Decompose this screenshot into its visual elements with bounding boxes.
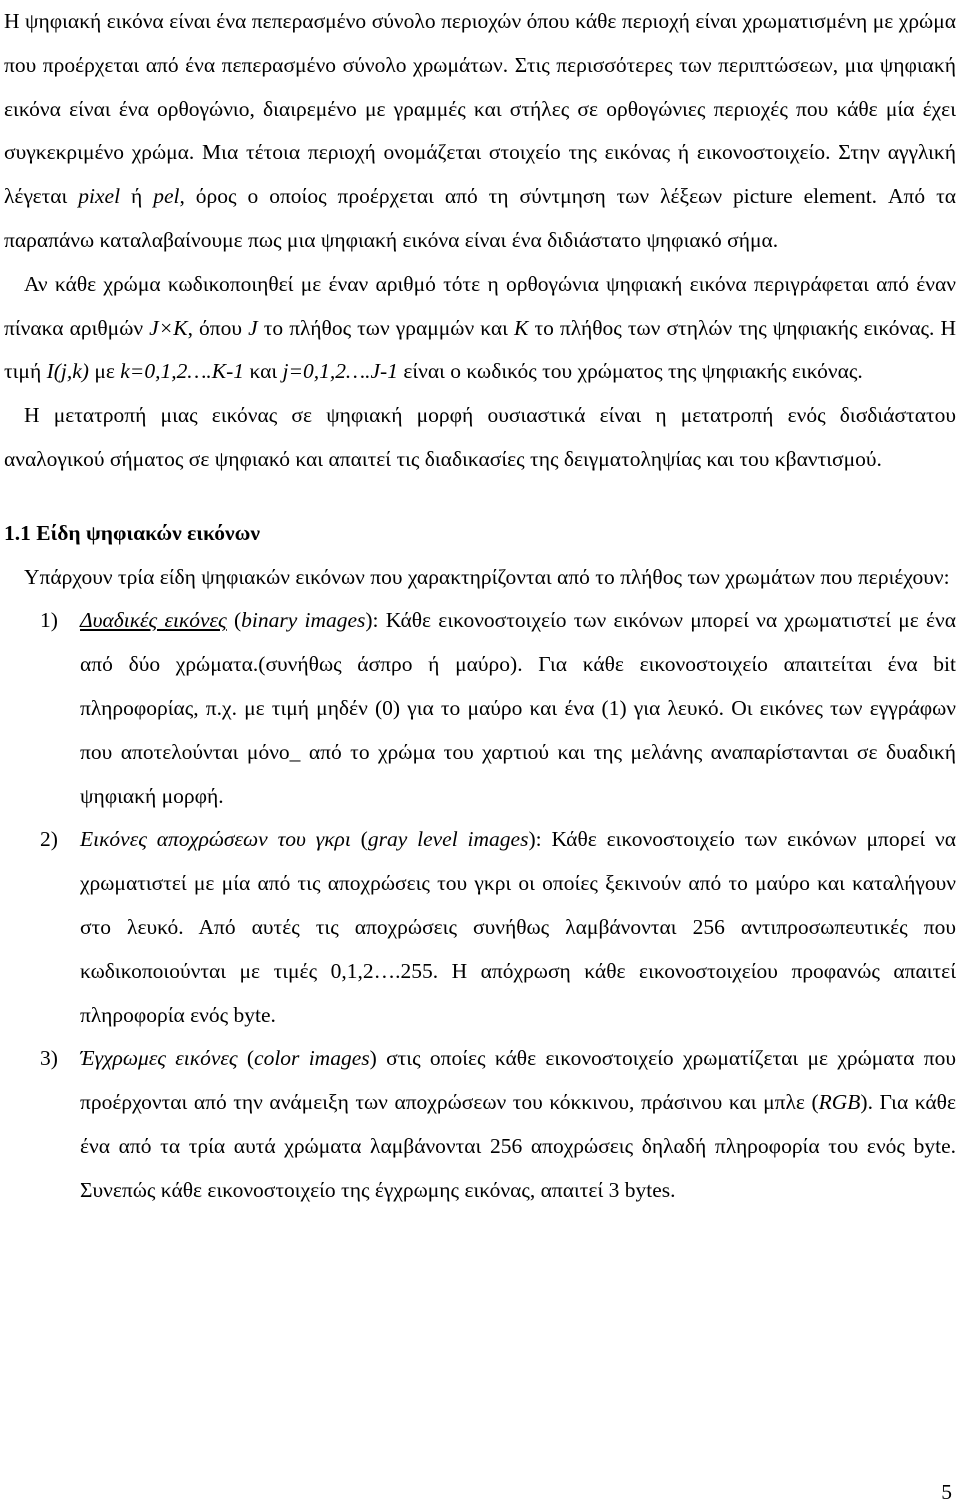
term-k-range: k=0,1,2….K-1: [120, 359, 245, 384]
paren-open: (: [350, 827, 368, 852]
type-name: Έγχρωμες εικόνες: [80, 1046, 238, 1071]
p1-text-b: , όρος ο οποίος προέρχεται από τη σύντμηση των λέξεων picture element. Από τα παραπάνω καταλαβαίνουμε πως μια ψηφιακή εικόνα είναι ένα διδιάστατο ψηφιακό σήμα.: [4, 184, 956, 252]
image-types-list: [4, 599, 956, 1212]
page-number: 5: [941, 1480, 952, 1504]
p2-text-e: με: [88, 359, 121, 384]
list-number: 1): [40, 608, 58, 633]
p2-text-c: το πλήθος των γραμμών και: [257, 315, 515, 340]
type-description-a: στις οποίες κάθε εικονοστοιχείο χρωματίζεται με χρώματα που προέρχονται από την ανάμειξη των αποχρώσεων του κόκκινου, πράσινου και μπλε (: [80, 1046, 956, 1115]
type-name: Εικόνες αποχρώσεων του γκρι: [80, 827, 351, 852]
term-pel: pel: [153, 184, 180, 209]
p1-or: ή: [120, 184, 154, 209]
section-title: Είδη ψηφιακών εικόνων: [36, 520, 260, 545]
p2-text-b: , όπου: [187, 315, 249, 340]
term-pixel: pixel: [78, 184, 121, 209]
paren-close: ):: [365, 608, 386, 633]
intro-paragraph-1: [4, 0, 956, 263]
term-k: K: [514, 315, 529, 340]
term-jxk: J×K: [149, 315, 188, 340]
type-english: binary images: [241, 608, 366, 633]
paren-close: ):: [528, 827, 552, 852]
term-j: J: [248, 315, 258, 340]
section-intro: Υπάρχουν τρία είδη ψηφιακών εικόνων που χαρακτηρίζονται από το πλήθος των χρωμάτων που περιέχουν:: [24, 564, 950, 589]
type-description: Κάθε εικονοστοιχείο των εικόνων μπορεί να χρωματιστεί με μία από τις αποχρώσεις του γκρι οι οποίες ξεκινούν από το μαύρο και καταλήγουν στο λευκό. Από αυτές τις αποχρώσεις συνήθως λαμβάνονται 256 αντιπροσωπευτικές που κωδικοποιούνται με τιμές 0,1,2….255. Η απόχρωση κάθε εικονοστοιχείου προφανώς απαιτεί πληροφορία ενός byte.: [80, 827, 956, 1027]
p2-text-f: και: [244, 359, 283, 384]
p2-text-a: Αν κάθε χρώμα κωδικοποιηθεί με έναν αριθμό τότε η ορθογώνια ψηφιακή εικόνα περιγράφεται από έναν πίνακα αριθμών: [4, 271, 956, 340]
section-number: 1.1: [4, 520, 31, 545]
term-j-range: j=0,1,2….J-1: [282, 359, 398, 384]
term-rgb: RGB: [818, 1090, 861, 1115]
type-description: Κάθε εικονοστοιχείο των εικόνων μπορεί να χρωματιστεί με ένα από δύο χρώματα.(συνήθως άσπρο ή μαύρο). Για κάθε εικονοστοιχείο απαιτείται ένα bit πληροφορίας, π.χ. με τιμή μηδέν (0) για το μαύρο και ένα (1) για λευκό. Οι εικόνες των εγγράφων που αποτελούνται μόνο_ από το χρώμα του χαρτιού και της μελάνης αναπαρίστανται σε δυαδική ψηφιακή μορφή.: [80, 608, 957, 808]
type-name: Δυαδικές εικόνες: [80, 608, 227, 633]
p2-text-d: το πλήθος των στηλών της ψηφιακής εικόνας. Η τιμή: [4, 315, 957, 384]
paren-open: (: [237, 1046, 255, 1071]
term-ijk: I(j,k): [46, 359, 89, 384]
paren-close: ): [369, 1046, 387, 1071]
p1-text-a: Η ψηφιακή εικόνα είναι ένα πεπερασμένο σύνολο περιοχών όπου κάθε περιοχή είναι χρωματισμένη με χρώμα που προέρχεται από ένα πεπερασμένο σύνολο χρωμάτων. Στις περισσότερες των περιπτώσεων, μια ψηφιακή εικόνα είναι ένα ορθογώνιο, διαιρεμένο με γραμμές και στήλες σε ορθογώνιες περιοχές που κάθε μία έχει συγκεκριμένο χρώμα. Μια τέτοια περιοχή ονομάζεται στοιχείο της εικόνας ή εικονοστοιχείο. Στην αγγλική λέγεται: [4, 9, 956, 209]
list-number: 3): [40, 1046, 58, 1071]
intro-paragraph-2: [4, 263, 956, 394]
intro-paragraph-3: Η μετατροπή μιας εικόνας σε ψηφιακή μορφή ουσιαστικά είναι η μετατροπή ενός δισδιάστατου αναλογικού σήματος σε ψηφιακό και απαιτεί τις διαδικασίες της δειγματοληψίας και του κβαντισμού.: [4, 403, 956, 471]
list-item-gray: [4, 818, 956, 1037]
paren-open: (: [226, 608, 242, 633]
document-page: [4, 0, 956, 1213]
p2-text-g: είναι ο κωδικός του χρώματος της ψηφιακής εικόνας.: [397, 359, 863, 384]
list-number: 2): [40, 827, 58, 852]
type-description-b: ). Για κάθε ένα από τα τρία αυτά χρώματα λαμβάνονται 256 αποχρώσεις δηλαδή πληροφορία του ενός byte. Συνεπώς κάθε εικονοστοιχείο της έγχρωμης εικόνας, απαιτεί 3 bytes.: [80, 1090, 956, 1202]
type-english: color images: [254, 1046, 370, 1071]
section-heading: [4, 512, 956, 556]
type-english: gray level images: [367, 827, 529, 852]
list-item-color: [4, 1037, 956, 1212]
list-item-binary: [4, 599, 956, 818]
